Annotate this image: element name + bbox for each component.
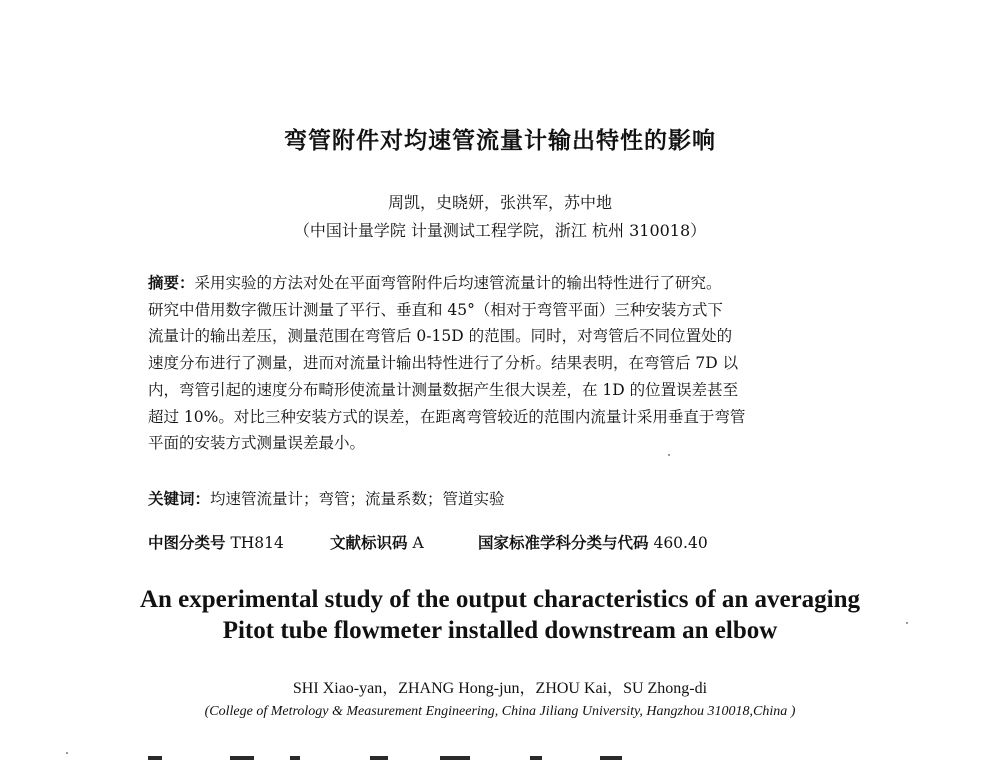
abstract-line: 平面的安装方式测量误差最小。	[148, 434, 366, 453]
abstract-label: 摘要：	[148, 274, 195, 292]
chinese-title: 弯管附件对均速管流量计输出特性的影响	[284, 128, 716, 154]
abstract-line: 速度分布进行了测量，进而对流量计输出特性进行了分析。结果表明，在弯管后 7D 以	[148, 354, 739, 373]
english-title	[0, 584, 1000, 646]
english-affiliation: (College of Metrology & Measurement Engineering, China Jiliang University, Hangzhou 310018,China )	[204, 704, 796, 719]
subject-code-label: 国家标准学科分类与代码	[478, 534, 649, 552]
clc-code	[148, 531, 330, 553]
document-code-label: 文献标识码	[330, 534, 408, 552]
classification-codes	[148, 531, 708, 553]
abstract-line: 研究中借用数字微压计测量了平行、垂直和 45°（相对于弯管平面）三种安装方式下	[148, 300, 723, 319]
chinese-authors: 周凯，史晓妍，张洪军，苏中地	[387, 193, 612, 212]
clc-label: 中图分类号	[148, 534, 226, 552]
chinese-affiliation: （中国计量学院 计量测试工程学院，浙江 杭州 310018）	[293, 221, 707, 240]
scan-speck	[66, 752, 68, 754]
subject-code-value: 460.40	[653, 534, 708, 552]
subject-code	[478, 531, 708, 553]
scan-speck	[668, 454, 670, 456]
cut-off-next-line	[140, 752, 700, 760]
english-title-line2: Pitot tube flowmeter installed downstream an elbow	[222, 617, 778, 644]
keywords-text: 均速管流量计；弯管；流量系数；管道实验	[210, 490, 505, 508]
chinese-abstract	[148, 270, 838, 457]
abstract-line: 内，弯管引起的速度分布畸形使流量计测量数据产生很大误差，在 1D 的位置误差甚至	[148, 380, 739, 399]
english-title-line1: An experimental study of the output characteristics of an averaging	[139, 586, 861, 613]
clc-value: TH814	[230, 534, 284, 552]
keywords-label: 关键词：	[148, 490, 211, 508]
scan-speck	[906, 622, 908, 624]
abstract-line: 流量计的输出差压，测量范围在弯管后 0-15D 的范围。同时，对弯管后不同位置处的	[148, 327, 733, 346]
abstract-line	[148, 270, 838, 297]
abstract-line-text: 采用实验的方法对处在平面弯管附件后均速管流量计的输出特性进行了研究。	[194, 274, 722, 292]
english-authors: SHI Xiao-yan，ZHANG Hong-jun，ZHOU Kai，SU Zhong-di	[292, 680, 708, 697]
abstract-line: 超过 10%。对比三种安装方式的误差，在距离弯管较近的范围内流量计采用垂直于弯管	[148, 407, 746, 426]
document-code	[330, 531, 478, 553]
chinese-keywords	[148, 487, 505, 509]
document-code-value: A	[412, 534, 424, 552]
